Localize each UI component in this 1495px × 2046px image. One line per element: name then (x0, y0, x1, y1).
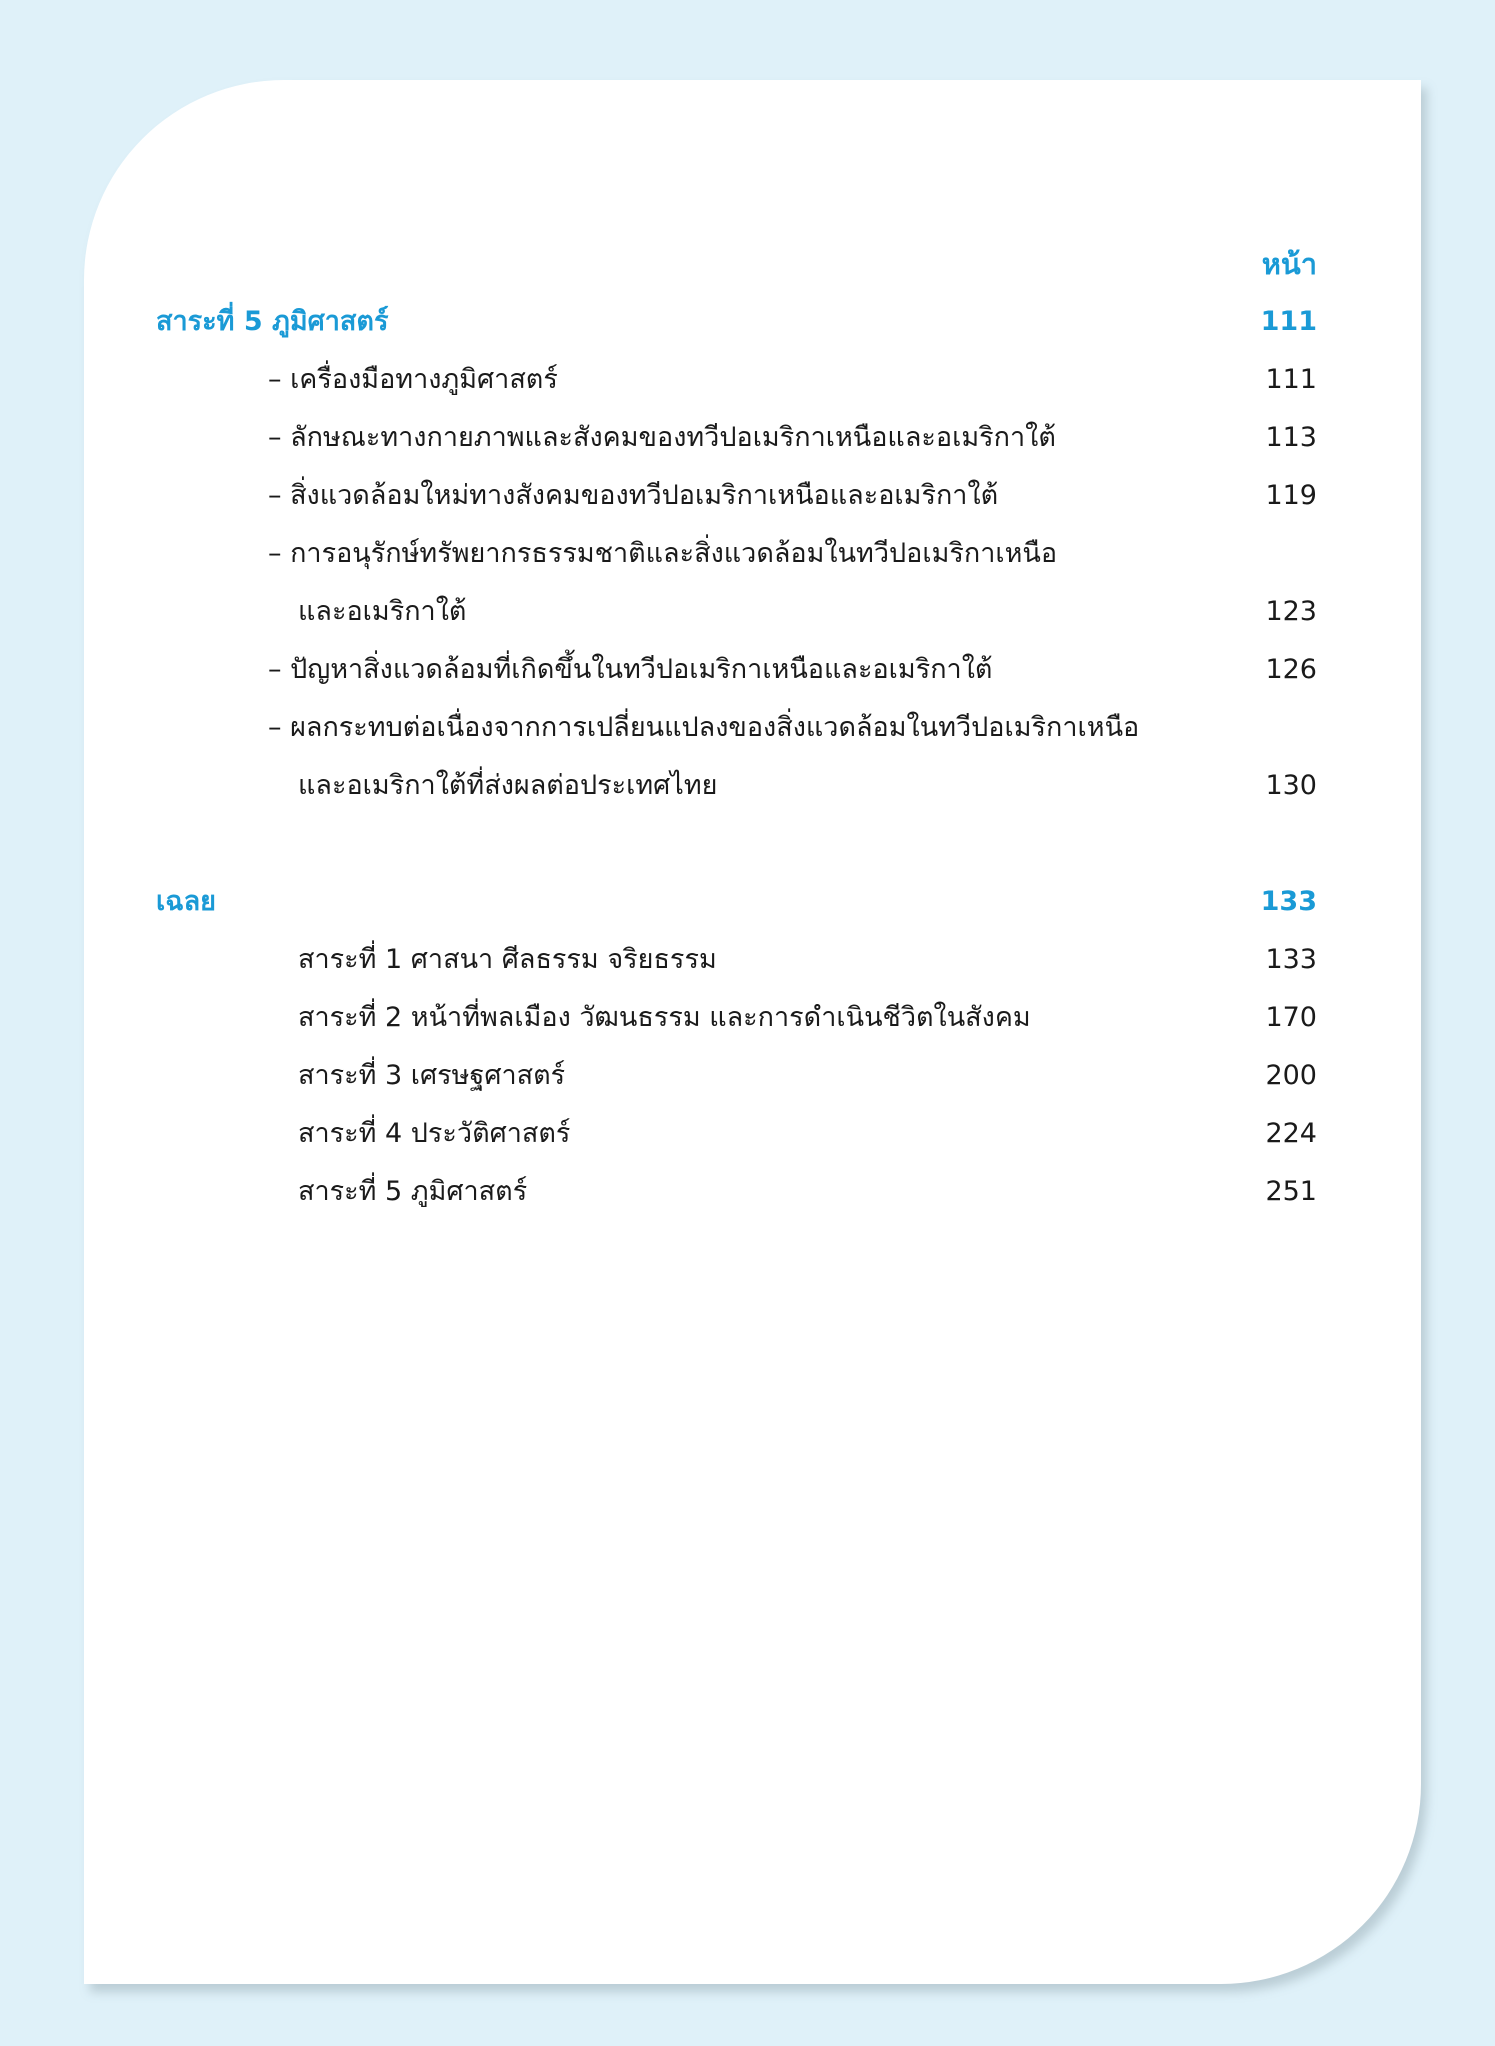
toc-entry-page: 130 (1265, 770, 1317, 801)
toc-entry[interactable] (84, 646, 1421, 694)
toc-entry-page: 170 (1265, 1002, 1317, 1033)
toc-entry-continuation-text: และอเมริกาใต้ที่ส่งผลต่อประเทศไทย (298, 770, 718, 801)
toc-entry[interactable] (84, 704, 1421, 752)
toc-entry-title: – ปัญหาสิ่งแวดล้อมที่เกิดขึ้นในทวีปอเมริกาเหนือและอเมริกาใต้ (268, 654, 993, 685)
toc-entry-page: 113 (1265, 422, 1317, 453)
toc-entry-title: สาระที่ 3 เศรษฐศาสตร์ (298, 1060, 566, 1091)
toc-heading-page: 111 (1260, 306, 1317, 337)
toc-entry-page: 119 (1265, 480, 1317, 511)
toc-entry-page: 126 (1265, 654, 1317, 685)
page-card (84, 80, 1421, 1984)
toc-entry-title: สาระที่ 2 หน้าที่พลเมือง วัฒนธรรม และการดำเนินชีวิตในสังคม (298, 1002, 1031, 1033)
toc-entry-page: 133 (1265, 944, 1317, 975)
toc-entry[interactable] (84, 1168, 1421, 1216)
toc-entry-title: – การอนุรักษ์ทรัพยากรธรรมชาติและสิ่งแวดล้อมในทวีปอเมริกาเหนือ (268, 538, 1058, 569)
toc-entry[interactable] (84, 994, 1421, 1042)
toc-entry[interactable] (84, 530, 1421, 578)
toc-entry[interactable] (84, 1052, 1421, 1100)
toc-entry-page: 123 (1265, 596, 1317, 627)
toc-entry-title: สาระที่ 1 ศาสนา ศีลธรรม จริยธรรม (298, 944, 717, 975)
toc-entry-page: 111 (1265, 364, 1317, 395)
toc-entry-page: 224 (1265, 1118, 1317, 1149)
toc-entry-page: 251 (1265, 1176, 1317, 1207)
toc-entry[interactable] (84, 414, 1421, 462)
toc-heading-answers[interactable] (84, 878, 1421, 926)
toc-heading-title: เฉลย (156, 886, 216, 917)
toc-entry-continuation[interactable] (84, 588, 1421, 636)
toc-entry-title: สาระที่ 5 ภูมิศาสตร์ (298, 1176, 528, 1207)
page-column-label: หน้า (1261, 247, 1317, 281)
toc-heading-geography[interactable] (84, 298, 1421, 346)
toc-entry-title: สาระที่ 4 ประวัติศาสตร์ (298, 1118, 571, 1149)
toc-entry[interactable] (84, 356, 1421, 404)
toc-entry-page: 200 (1265, 1060, 1317, 1091)
toc-heading-title: สาระที่ 5 ภูมิศาสตร์ (156, 306, 389, 337)
toc-entry-title: – เครื่องมือทางภูมิศาสตร์ (268, 364, 558, 395)
table-of-contents (84, 80, 1421, 1984)
toc-entry-title: – ลักษณะทางกายภาพและสังคมของทวีปอเมริกาเหนือและอเมริกาใต้ (268, 422, 1056, 453)
toc-entry-title: – ผลกระทบต่อเนื่องจากการเปลี่ยนแปลงของสิ่งแวดล้อมในทวีปอเมริกาเหนือ (268, 712, 1140, 743)
toc-entry[interactable] (84, 936, 1421, 984)
toc-heading-page: 133 (1260, 886, 1317, 917)
toc-entry[interactable] (84, 1110, 1421, 1158)
toc-entry[interactable] (84, 472, 1421, 520)
toc-entry-title: – สิ่งแวดล้อมใหม่ทางสังคมของทวีปอเมริกาเหนือและอเมริกาใต้ (268, 480, 999, 511)
toc-entry-continuation[interactable] (84, 762, 1421, 810)
toc-entry-continuation-text: และอเมริกาใต้ (298, 596, 467, 627)
